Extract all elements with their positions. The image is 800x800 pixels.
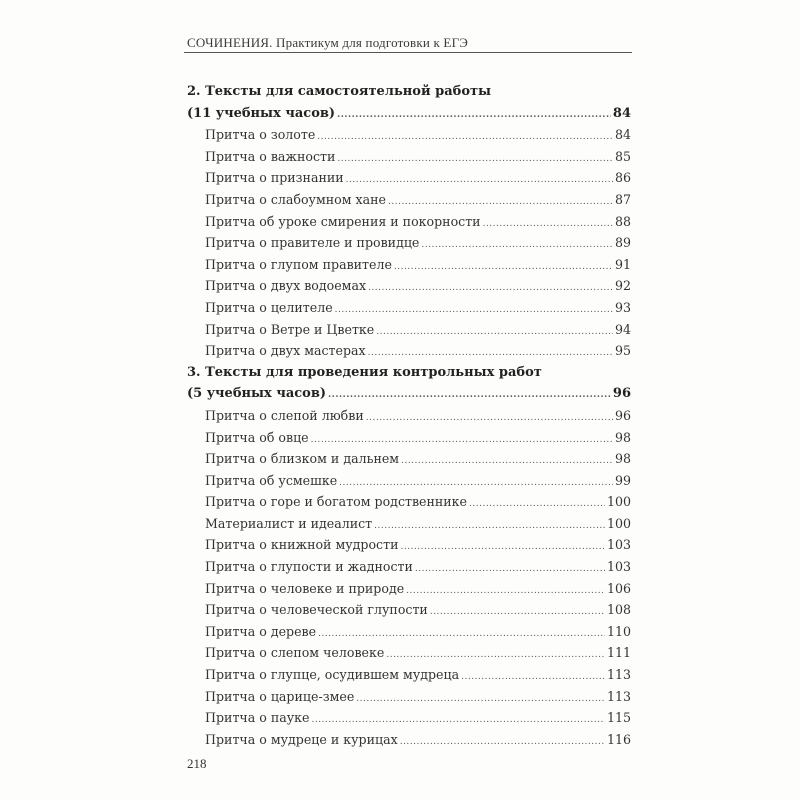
- leader-dots: [337, 105, 611, 127]
- toc-entry: [187, 167, 631, 189]
- leader-dots: [400, 537, 604, 559]
- toc-entry: [187, 707, 631, 729]
- leader-dots: [328, 385, 611, 407]
- section-heading-hours: [187, 383, 631, 405]
- toc-entry-page: 98: [614, 451, 631, 467]
- section-heading-title: 3. Тексты для проведения контрольных работ: [187, 364, 542, 380]
- toc-entry-title: Притча о двух водоемах: [205, 278, 367, 294]
- toc-entry: [187, 211, 631, 233]
- running-header: СОЧИНЕНИЯ. Практикум для подготовки к ЕГЭ: [187, 35, 469, 50]
- toc-entry-page: 93: [614, 299, 631, 315]
- toc-entry: [187, 427, 631, 449]
- toc-entry-page: 111: [606, 645, 631, 661]
- toc-entry-title: Притча о слепой любви: [205, 407, 364, 423]
- toc-entry-page: 106: [606, 580, 631, 596]
- section-heading-hours-page: 96: [612, 386, 631, 402]
- toc-entry-page: 103: [606, 537, 631, 553]
- leader-dots: [368, 278, 613, 300]
- toc-entry-title: Притча об овце: [205, 429, 309, 445]
- toc-entry: [187, 642, 631, 664]
- toc-entry-page: 98: [614, 429, 631, 445]
- toc-entry-page: 86: [614, 170, 631, 186]
- toc-entry-title: Притча о глупце, осудившем мудреца: [205, 667, 460, 683]
- toc-entry-title: Притча о книжной мудрости: [205, 537, 399, 553]
- leader-dots: [415, 559, 605, 581]
- leader-dots: [376, 322, 613, 344]
- toc-entry-page: 87: [614, 191, 631, 207]
- leader-dots: [374, 516, 605, 538]
- toc-entry: [187, 189, 631, 211]
- toc-entry: [187, 491, 631, 513]
- toc-entry-page: 113: [606, 667, 631, 683]
- toc-entry: [187, 254, 631, 276]
- toc-entry-title: Притча о глупом правителе: [205, 256, 392, 272]
- toc-entry: [187, 686, 631, 708]
- leader-dots: [337, 149, 613, 171]
- toc-entry-title: Притча о человеке и природе: [205, 580, 405, 596]
- leader-dots: [421, 235, 613, 257]
- toc-entry-title: Притча о целителе: [205, 299, 333, 315]
- toc-entry: [187, 664, 631, 686]
- toc-entry-title: Притча о важности: [205, 148, 336, 164]
- toc-entry: [187, 297, 631, 319]
- toc-entry-title: Притча о пауке: [205, 710, 310, 726]
- toc-entry-page: 95: [614, 343, 631, 359]
- leader-dots: [317, 127, 613, 149]
- section-heading-hours-page: 84: [612, 105, 631, 121]
- toc-entry: [187, 578, 631, 600]
- toc-entry: [187, 146, 631, 168]
- toc-entry-title: Материалист и идеалист: [205, 515, 373, 531]
- toc-entry-title: Притча о слабоумном хане: [205, 191, 386, 207]
- toc-entry-page: 100: [606, 494, 631, 510]
- toc-entry-page: 96: [614, 407, 631, 423]
- toc-entry-page: 116: [606, 731, 631, 747]
- toc-entry-page: 92: [614, 278, 631, 294]
- toc-entry-title: Притча о близком и дальнем: [205, 451, 400, 467]
- toc-entry-page: 99: [614, 472, 631, 488]
- toc-entry: [187, 340, 631, 362]
- header-rule: [184, 52, 632, 53]
- toc-entry-title: Притча об усмешке: [205, 472, 338, 488]
- toc-entry: [187, 729, 631, 751]
- toc-entry-title: Притча о правителе и провидце: [205, 235, 420, 251]
- toc-entry: [187, 124, 631, 146]
- toc-entry-page: 113: [606, 688, 631, 704]
- leader-dots: [406, 581, 605, 603]
- section-heading-hours-title: (11 учебных часов): [187, 105, 336, 121]
- toc-entry: [187, 599, 631, 621]
- toc-entry: [187, 448, 631, 470]
- section-heading: [187, 81, 631, 103]
- leader-dots: [400, 732, 605, 754]
- toc-entry-title: Притча о дереве: [205, 623, 317, 639]
- toc-entry-page: 110: [606, 623, 631, 639]
- toc-entry: [187, 534, 631, 556]
- toc-entry-title: Притча о горе и богатом родственнике: [205, 494, 468, 510]
- toc-entry-title: Притча об уроке смирения и покорности: [205, 213, 481, 229]
- toc-entry-page: 108: [606, 602, 631, 618]
- toc-entry-page: 89: [614, 235, 631, 251]
- toc-entry-title: Притча о двух мастерах: [205, 343, 366, 359]
- toc-entry-title: Притча о глупости и жадности: [205, 559, 413, 575]
- leader-dots: [366, 408, 613, 430]
- toc-entry-title: Притча о золоте: [205, 127, 316, 143]
- leader-dots: [469, 494, 605, 516]
- toc-entry-title: Притча о мудреце и курицах: [205, 731, 398, 747]
- leader-dots: [335, 300, 613, 322]
- toc-entry-page: 100: [606, 515, 631, 531]
- leader-dots: [394, 257, 613, 279]
- section-heading: [187, 362, 631, 384]
- toc-entry-page: 94: [614, 321, 631, 337]
- toc-entry-page: 115: [606, 710, 631, 726]
- leader-dots: [430, 602, 605, 624]
- toc-entry: [187, 405, 631, 427]
- section-heading-title: 2. Тексты для самостоятельной работы: [187, 84, 492, 99]
- toc-entry-page: 88: [614, 213, 631, 229]
- toc-entry-page: 103: [606, 559, 631, 575]
- leader-dots: [461, 667, 605, 689]
- toc-entry: [187, 556, 631, 578]
- toc-entry-title: Притча о признании: [205, 170, 344, 186]
- section-heading-hours-title: (5 учебных часов): [187, 386, 327, 402]
- leader-dots: [483, 214, 613, 236]
- toc-entry: [187, 470, 631, 492]
- toc-entry-title: Притча о слепом человеке: [205, 645, 385, 661]
- toc-entry: [187, 232, 631, 254]
- toc-entry: [187, 621, 631, 643]
- toc-entry: [187, 275, 631, 297]
- leader-dots: [356, 689, 605, 711]
- toc-entry: [187, 513, 631, 535]
- section-heading-hours: [187, 103, 631, 125]
- page-number: 218: [187, 756, 207, 771]
- toc-entry-title: Притча о человеческой глупости: [205, 602, 428, 618]
- toc-entry-page: 91: [614, 256, 631, 272]
- toc-entry-title: Притча о Ветре и Цветке: [205, 321, 375, 337]
- leader-dots: [401, 451, 613, 473]
- toc-entry: [187, 319, 631, 341]
- table-of-contents: [187, 81, 631, 750]
- toc-entry-page: 84: [614, 127, 631, 143]
- toc-entry-page: 85: [614, 148, 631, 164]
- toc-entry-title: Притча о царице-змее: [205, 688, 355, 704]
